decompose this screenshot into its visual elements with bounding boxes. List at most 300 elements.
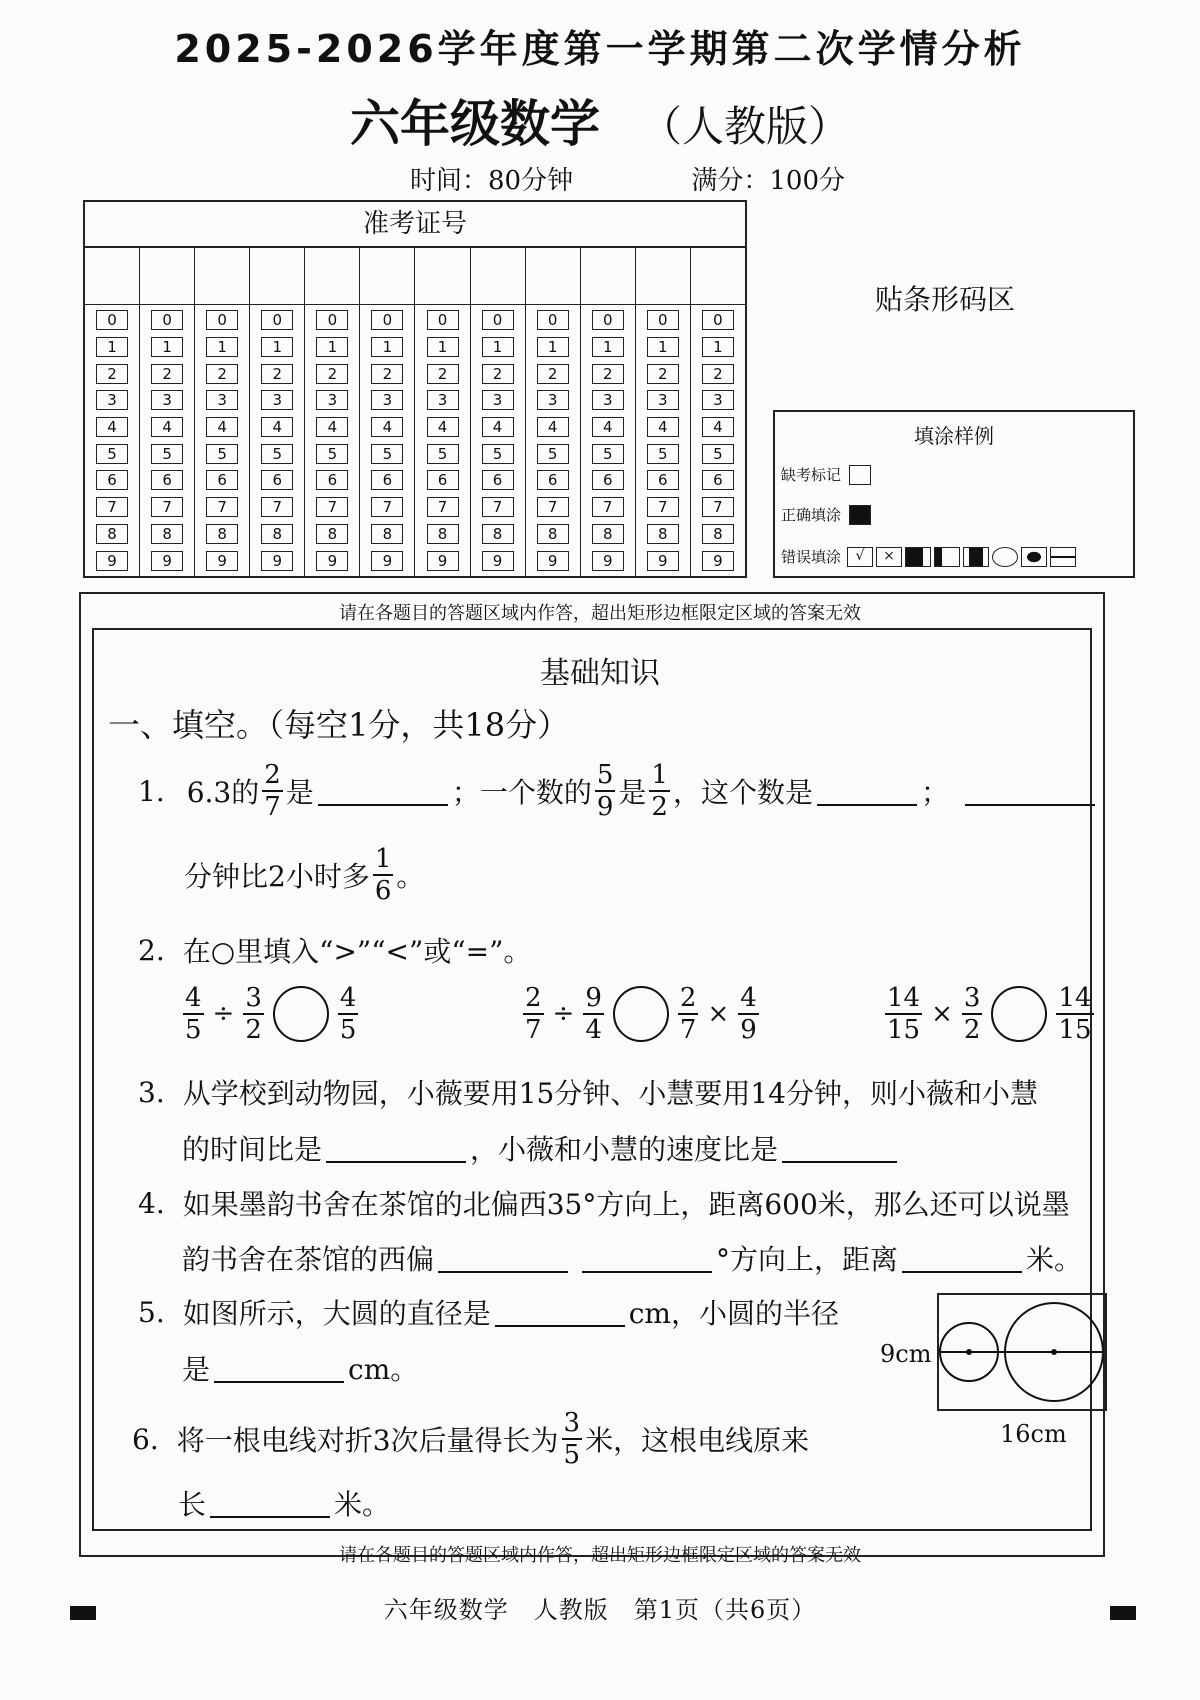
q3-blank-2[interactable] — [782, 1133, 897, 1163]
q2-e2-cn: 2 — [679, 983, 697, 1013]
exam-id-digit-bubble[interactable]: 2 — [371, 364, 403, 384]
q3-text-2b: ，小薇和小慧的速度比是 — [470, 1133, 779, 1166]
edition: （人教版） — [639, 102, 850, 151]
q4-text-2a: 韵书舍在茶馆的西偏 — [182, 1243, 435, 1276]
circles-diagram — [939, 1295, 1105, 1409]
exam-id-digit-bubble[interactable]: 2 — [482, 364, 514, 384]
exam-id-digit-bubble[interactable]: 1 — [206, 337, 238, 357]
exam-id-write-cell[interactable] — [360, 248, 414, 305]
exam-id-digit-bubble[interactable]: 6 — [151, 470, 183, 490]
exam-id-digit-list — [691, 305, 745, 578]
exam-id-digit-bubble[interactable]: 3 — [371, 390, 403, 410]
question-3-line-2 — [182, 1128, 901, 1168]
exam-id-digit-bubble[interactable]: 7 — [371, 497, 403, 517]
exam-id-digit-bubble[interactable]: 0 — [316, 310, 348, 330]
exam-id-digit-bubble[interactable]: 1 — [592, 337, 624, 357]
q1-fraction-1 — [262, 762, 283, 820]
q2-e3-frac-a — [885, 985, 922, 1043]
q6-frac-num: 3 — [563, 1408, 581, 1438]
part-title: 一、填空。（每空1分，共18分） — [108, 706, 570, 744]
exam-id-digit-bubble[interactable]: 3 — [702, 390, 734, 410]
q1-f2-den: 9 — [596, 792, 614, 822]
exam-id-digit-bubble[interactable]: 8 — [647, 524, 679, 544]
exam-id-digit-bubble[interactable]: 3 — [482, 390, 514, 410]
wrong-fill-example: × — [876, 547, 902, 567]
exam-id-digit-bubble[interactable]: 9 — [702, 551, 734, 571]
exam-id-digit-bubble[interactable]: 0 — [592, 310, 624, 330]
q2-e3-cd: 15 — [1058, 1015, 1092, 1045]
exam-id-digit-bubble[interactable]: 6 — [206, 470, 238, 490]
exam-id-digit-bubble[interactable]: 0 — [261, 310, 293, 330]
exam-id-digit-bubble[interactable]: 7 — [206, 497, 238, 517]
exam-full-score: 满分：100分 — [691, 166, 845, 196]
notice-bottom: 请在各题目的答题区域内作答，超出矩形边框限定区域的答案无效 — [339, 1545, 861, 1566]
q1-f4-den: 6 — [374, 876, 392, 906]
q6-fraction — [562, 1410, 583, 1468]
q3-blank-1[interactable] — [326, 1133, 466, 1163]
exam-id-digit-bubble[interactable]: 9 — [482, 551, 514, 571]
exam-id-digit-bubble[interactable]: 1 — [96, 337, 128, 357]
q1-fraction-4 — [373, 846, 394, 904]
absent-mark-box[interactable] — [849, 465, 871, 485]
exam-id-digit-bubble[interactable]: 8 — [261, 524, 293, 544]
exam-id-column — [581, 248, 636, 578]
figure-width-label: 16cm — [1000, 1420, 1067, 1448]
exam-id-digit-bubble[interactable]: 4 — [647, 417, 679, 437]
q5-number: 5. — [138, 1295, 165, 1329]
q2-e2-cd: 7 — [679, 1015, 697, 1045]
q2-e2-bn: 9 — [585, 983, 602, 1013]
exam-id-column — [636, 248, 691, 578]
correct-fill-box — [849, 505, 871, 525]
exam-id-digit-bubble[interactable]: 2 — [592, 364, 624, 384]
exam-id-digit-list — [195, 305, 249, 578]
question-2-line-1 — [138, 930, 531, 970]
correct-fill-row — [781, 504, 871, 525]
exam-id-digit-bubble[interactable]: 7 — [316, 497, 348, 517]
q4-text-2b: °方向上，距离 — [716, 1243, 899, 1276]
exam-id-digit-bubble[interactable]: 6 — [371, 470, 403, 490]
exam-id-digit-bubble[interactable]: 6 — [537, 470, 569, 490]
exam-id-digit-bubble[interactable]: 0 — [96, 310, 128, 330]
exam-id-digit-bubble[interactable]: 1 — [647, 337, 679, 357]
q1-f4-num: 1 — [374, 844, 392, 874]
q1-text-a: 6.3的 — [186, 776, 260, 809]
exam-id-digit-bubble[interactable]: 7 — [702, 497, 734, 517]
exam-id-column — [250, 248, 305, 578]
exam-id-digit-bubble[interactable]: 9 — [261, 551, 293, 571]
exam-id-digit-bubble[interactable]: 1 — [702, 337, 734, 357]
exam-id-digit-bubble[interactable]: 5 — [647, 444, 679, 464]
q4-text-1: 如果墨韵书舍在茶馆的北偏西35°方向上，距离600米，那么还可以说墨 — [182, 1188, 1070, 1221]
q5-text-1a: 如图所示，大圆的直径是 — [182, 1297, 491, 1330]
exam-id-digit-bubble[interactable]: 1 — [537, 337, 569, 357]
q1-blank-3[interactable] — [965, 776, 1095, 806]
q2-expression-2 — [520, 985, 762, 1043]
exam-id-digit-bubble[interactable]: 3 — [647, 390, 679, 410]
exam-id-digit-bubble[interactable]: 6 — [96, 470, 128, 490]
exam-id-columns — [85, 248, 745, 578]
q2-e2-frac-b — [583, 985, 604, 1043]
exam-id-digit-bubble[interactable]: 5 — [702, 444, 734, 464]
exam-id-column — [140, 248, 195, 578]
q2-e3-frac-b — [962, 985, 983, 1043]
exam-id-digit-bubble[interactable]: 2 — [206, 364, 238, 384]
q4-text-2c: 米。 — [1026, 1243, 1083, 1276]
q1-text-d: 是 — [618, 776, 647, 809]
q1-blank-1[interactable] — [318, 776, 448, 806]
wrong-fill-row — [781, 546, 1079, 567]
exam-id-digit-bubble[interactable]: 9 — [427, 551, 459, 571]
q4-number: 4. — [138, 1186, 165, 1220]
wrong-fill-example — [992, 547, 1018, 567]
exam-id-digit-bubble[interactable]: 5 — [151, 444, 183, 464]
exam-id-digit-bubble[interactable]: 8 — [482, 524, 514, 544]
exam-id-digit-bubble[interactable]: 8 — [592, 524, 624, 544]
question-1-line-2 — [184, 846, 424, 904]
q2-e1-bn: 3 — [245, 983, 262, 1013]
question-1-line-1 — [138, 762, 1099, 820]
exam-id-digit-bubble[interactable]: 0 — [537, 310, 569, 330]
exam-id-digit-list — [85, 305, 139, 578]
q1-f1-den: 7 — [264, 792, 281, 822]
q4-blank-2[interactable] — [582, 1243, 712, 1273]
exam-id-write-cell[interactable] — [415, 248, 469, 305]
exam-id-digit-bubble[interactable]: 5 — [96, 444, 128, 464]
fill-sample-title: 填涂样例 — [914, 424, 994, 448]
exam-id-digit-bubble[interactable]: 4 — [151, 417, 183, 437]
exam-id-write-cell[interactable] — [250, 248, 304, 305]
exam-id-digit-bubble[interactable]: 8 — [96, 524, 128, 544]
exam-id-label: 准考证号 — [85, 202, 745, 248]
q1-blank-2[interactable] — [817, 776, 917, 806]
exam-id-digit-bubble[interactable]: 2 — [151, 364, 183, 384]
question-5-line-2 — [182, 1348, 418, 1388]
exam-id-digit-bubble[interactable]: 7 — [537, 497, 569, 517]
q1-text-f: ； — [920, 776, 949, 809]
page-footer: 六年级数学 人教版 第1页（共6页） — [383, 1596, 817, 1624]
exam-id-digit-bubble[interactable]: 2 — [261, 364, 293, 384]
q2-e1-frac-c — [338, 985, 359, 1043]
q1-text-e: ，这个数是 — [672, 776, 813, 809]
wrong-fill-example — [1050, 547, 1076, 567]
exam-id-column — [526, 248, 581, 578]
q2-number: 2. — [138, 933, 165, 967]
q2-e1-answer-circle[interactable] — [273, 986, 329, 1042]
exam-id-digit-bubble[interactable]: 8 — [371, 524, 403, 544]
exam-id-digit-bubble[interactable]: 2 — [96, 364, 128, 384]
q1-fraction-2 — [595, 762, 616, 820]
q3-text-1: 从学校到动物园，小薇要用15分钟、小慧要用14分钟，则小薇和小慧 — [182, 1077, 1038, 1110]
exam-id-digit-bubble[interactable]: 1 — [427, 337, 459, 357]
q1-text-g: 分钟比2小时多 — [184, 860, 370, 893]
q6-text-1a: 将一根电线对折3次后量得长为 — [176, 1424, 559, 1457]
exam-id-column — [85, 248, 140, 578]
exam-id-digit-bubble[interactable]: 3 — [316, 390, 348, 410]
wrong-fill-examples — [847, 547, 1079, 567]
q2-e2-frac-a — [523, 985, 544, 1043]
q2-e3-bd: 2 — [963, 1015, 981, 1045]
q5-blank-1[interactable] — [495, 1297, 625, 1327]
exam-id-digit-bubble[interactable]: 3 — [206, 390, 238, 410]
q2-text: 在○里填入“>”“<”或“=”。 — [182, 935, 532, 968]
absent-mark-label: 缺考标记 — [781, 466, 842, 484]
q1-f1-num: 2 — [264, 760, 281, 790]
exam-id-column — [195, 248, 250, 578]
exam-id-digit-bubble[interactable]: 1 — [482, 337, 514, 357]
exam-id-digit-bubble[interactable]: 4 — [702, 417, 734, 437]
q4-blank-1[interactable] — [438, 1243, 568, 1273]
q2-e2-an: 2 — [525, 983, 542, 1013]
q4-blank-3[interactable] — [902, 1243, 1022, 1273]
exam-id-digit-bubble[interactable]: 8 — [206, 524, 238, 544]
q2-e1-cd: 5 — [339, 1015, 357, 1045]
exam-id-digit-bubble[interactable]: 5 — [537, 444, 569, 464]
exam-id-digit-bubble[interactable]: 9 — [592, 551, 624, 571]
exam-id-digit-bubble[interactable]: 5 — [261, 444, 293, 464]
q2-e1-frac-a — [183, 985, 204, 1043]
exam-id-digit-bubble[interactable]: 7 — [647, 497, 679, 517]
exam-id-digit-bubble[interactable]: 1 — [261, 337, 293, 357]
q2-e2-op: ÷ — [552, 999, 575, 1029]
exam-id-digit-list — [581, 305, 635, 578]
q2-e1-an: 4 — [185, 983, 202, 1013]
q5-text-2a: 是 — [182, 1353, 211, 1386]
q2-e3-cn: 14 — [1058, 983, 1092, 1013]
q2-expression-3 — [882, 985, 1097, 1043]
exam-id-digit-bubble[interactable]: 4 — [96, 417, 128, 437]
q2-e2-op2: × — [707, 999, 730, 1029]
exam-id-digit-bubble[interactable]: 0 — [371, 310, 403, 330]
q2-e1-cn: 4 — [339, 983, 357, 1013]
exam-id-digit-bubble[interactable]: 8 — [151, 524, 183, 544]
exam-id-digit-bubble[interactable]: 6 — [482, 470, 514, 490]
exam-id-digit-bubble[interactable]: 5 — [206, 444, 238, 464]
exam-id-digit-bubble[interactable]: 3 — [592, 390, 624, 410]
q2-e3-op: × — [931, 999, 953, 1029]
exam-id-column — [471, 248, 526, 578]
exam-id-digit-bubble[interactable]: 6 — [427, 470, 459, 490]
exam-id-digit-bubble[interactable]: 0 — [206, 310, 238, 330]
q2-e1-op: ÷ — [212, 999, 235, 1029]
q1-number: 1. — [138, 774, 165, 808]
exam-id-write-cell[interactable] — [85, 248, 139, 305]
question-4-line-2 — [182, 1238, 1082, 1278]
exam-id-digit-bubble[interactable]: 9 — [151, 551, 183, 571]
exam-id-digit-bubble[interactable]: 2 — [316, 364, 348, 384]
exam-id-digit-bubble[interactable]: 4 — [371, 417, 403, 437]
exam-id-digit-bubble[interactable]: 9 — [371, 551, 403, 571]
question-6-line-1 — [132, 1410, 809, 1468]
question-3-line-1 — [138, 1072, 1038, 1112]
q2-expression-1 — [180, 985, 361, 1043]
q1-fraction-3 — [649, 762, 670, 820]
q1-f2-num: 5 — [596, 760, 614, 790]
question-4-line-1 — [138, 1183, 1070, 1223]
exam-id-digit-bubble[interactable]: 4 — [537, 417, 569, 437]
exam-id-digit-bubble[interactable]: 6 — [647, 470, 679, 490]
exam-id-digit-bubble[interactable]: 2 — [537, 364, 569, 384]
q2-e1-ad: 5 — [185, 1015, 202, 1045]
exam-id-digit-bubble[interactable]: 4 — [316, 417, 348, 437]
exam-id-digit-bubble[interactable]: 7 — [151, 497, 183, 517]
q6-blank-1[interactable] — [210, 1488, 330, 1518]
q6-text-2b: 米。 — [334, 1488, 391, 1521]
exam-time: 时间：80分钟 — [410, 166, 574, 196]
exam-id-write-cell[interactable] — [636, 248, 690, 305]
q2-e1-frac-b — [243, 985, 264, 1043]
q2-e2-frac-d — [738, 985, 759, 1043]
exam-id-write-cell[interactable] — [305, 248, 359, 305]
exam-subject — [0, 84, 1200, 156]
exam-id-digit-bubble[interactable]: 4 — [427, 417, 459, 437]
exam-id-digit-bubble[interactable]: 8 — [537, 524, 569, 544]
circle-figure — [937, 1293, 1107, 1411]
exam-id-column — [360, 248, 415, 578]
exam-id-digit-list — [415, 305, 469, 578]
q2-e2-bd: 4 — [585, 1015, 602, 1045]
q1-text-c: ；一个数的 — [451, 776, 592, 809]
exam-id-write-cell[interactable] — [471, 248, 525, 305]
exam-id-digit-bubble[interactable]: 3 — [151, 390, 183, 410]
subject-name: 六年级数学 — [349, 94, 600, 153]
exam-id-digit-bubble[interactable]: 8 — [427, 524, 459, 544]
q2-e3-answer-circle[interactable] — [991, 986, 1047, 1042]
q1-f3-den: 2 — [651, 792, 668, 822]
exam-id-digit-bubble[interactable]: 5 — [316, 444, 348, 464]
exam-id-column — [691, 248, 745, 578]
exam-id-digit-bubble[interactable]: 1 — [371, 337, 403, 357]
q2-e3-frac-c — [1056, 985, 1093, 1043]
wrong-fill-example — [1021, 547, 1047, 567]
exam-id-digit-bubble[interactable]: 9 — [647, 551, 679, 571]
q1-f3-num: 1 — [651, 760, 668, 790]
exam-id-digit-bubble[interactable]: 1 — [151, 337, 183, 357]
exam-id-digit-bubble[interactable]: 7 — [96, 497, 128, 517]
exam-id-digit-bubble[interactable]: 4 — [482, 417, 514, 437]
exam-id-digit-bubble[interactable]: 0 — [647, 310, 679, 330]
exam-id-digit-bubble[interactable]: 0 — [427, 310, 459, 330]
exam-id-digit-bubble[interactable]: 5 — [592, 444, 624, 464]
figure-height-label: 9cm — [880, 1340, 932, 1368]
section-title: 基础知识 — [540, 656, 660, 691]
q2-e2-dn: 4 — [740, 983, 757, 1013]
q2-e2-ad: 7 — [525, 1015, 542, 1045]
exam-id-digit-bubble[interactable]: 2 — [427, 364, 459, 384]
exam-id-digit-bubble[interactable]: 0 — [151, 310, 183, 330]
q6-text-1b: 米，这根电线原来 — [585, 1424, 810, 1457]
wrong-fill-label: 错误填涂 — [781, 548, 842, 566]
exam-id-write-cell[interactable] — [526, 248, 580, 305]
exam-id-digit-bubble[interactable]: 3 — [261, 390, 293, 410]
q3-text-2a: 的时间比是 — [182, 1133, 323, 1166]
exam-id-digit-bubble[interactable]: 8 — [702, 524, 734, 544]
exam-id-digit-bubble[interactable]: 3 — [96, 390, 128, 410]
q2-e2-dd: 9 — [740, 1015, 757, 1045]
exam-id-digit-bubble[interactable]: 0 — [482, 310, 514, 330]
question-6-line-2 — [178, 1483, 390, 1523]
exam-id-digit-bubble[interactable]: 5 — [371, 444, 403, 464]
exam-id-digit-list — [636, 305, 690, 578]
q2-e2-answer-circle[interactable] — [613, 986, 669, 1042]
barcode-area: 贴条形码区 — [875, 283, 1016, 316]
exam-id-digit-bubble[interactable]: 9 — [316, 551, 348, 571]
exam-id-digit-bubble[interactable]: 4 — [592, 417, 624, 437]
exam-id-digit-bubble[interactable]: 6 — [261, 470, 293, 490]
wrong-fill-example: √ — [847, 547, 873, 567]
exam-id-digit-bubble[interactable]: 3 — [537, 390, 569, 410]
exam-id-digit-bubble[interactable]: 3 — [427, 390, 459, 410]
q6-frac-den: 5 — [563, 1440, 581, 1470]
wrong-fill-example — [963, 547, 989, 567]
q5-text-1b: cm，小圆的半径 — [628, 1297, 839, 1330]
exam-id-digit-bubble[interactable]: 6 — [592, 470, 624, 490]
exam-id-digit-bubble[interactable]: 7 — [482, 497, 514, 517]
q5-text-2b: cm。 — [348, 1353, 419, 1386]
exam-id-digit-bubble[interactable]: 5 — [427, 444, 459, 464]
wrong-fill-example — [905, 547, 931, 567]
exam-id-digit-bubble[interactable]: 6 — [702, 470, 734, 490]
q2-e3-an: 14 — [887, 983, 921, 1013]
q6-number: 6. — [132, 1422, 159, 1456]
q6-text-2a: 长 — [178, 1488, 207, 1521]
exam-id-digit-bubble[interactable]: 9 — [537, 551, 569, 571]
exam-id-column — [305, 248, 360, 578]
wrong-fill-example — [934, 547, 960, 567]
exam-id-write-cell[interactable] — [691, 248, 745, 305]
exam-title: 2025-2026学年度第一学期第二次学情分析 — [174, 27, 1026, 71]
fill-sample — [773, 410, 1135, 578]
exam-id-digit-bubble[interactable]: 9 — [206, 551, 238, 571]
exam-id-digit-list — [360, 305, 414, 578]
exam-id-digit-list — [471, 305, 525, 578]
exam-id-digit-bubble[interactable]: 6 — [316, 470, 348, 490]
exam-id-digit-bubble[interactable]: 8 — [316, 524, 348, 544]
exam-id-digit-list — [305, 305, 359, 578]
exam-id-digit-bubble[interactable]: 4 — [261, 417, 293, 437]
exam-id-digit-list — [140, 305, 194, 578]
exam-id-write-cell[interactable] — [195, 248, 249, 305]
q2-e2-frac-c — [678, 985, 699, 1043]
q2-e3-bn: 3 — [963, 983, 981, 1013]
exam-id-write-cell[interactable] — [581, 248, 635, 305]
exam-id-column — [415, 248, 470, 578]
q5-blank-2[interactable] — [214, 1353, 344, 1383]
exam-id-digit-bubble[interactable]: 2 — [647, 364, 679, 384]
q3-number: 3. — [138, 1075, 165, 1109]
exam-id-digit-bubble[interactable]: 5 — [482, 444, 514, 464]
exam-id-digit-bubble[interactable]: 4 — [206, 417, 238, 437]
q2-e1-bd: 2 — [245, 1015, 262, 1045]
exam-id-digit-list — [250, 305, 304, 578]
exam-id-digit-bubble[interactable]: 9 — [96, 551, 128, 571]
registration-mark-right — [1110, 1606, 1136, 1620]
exam-id-digit-bubble[interactable]: 0 — [702, 310, 734, 330]
exam-id-grid — [83, 200, 747, 578]
exam-id-write-cell[interactable] — [140, 248, 194, 305]
exam-id-digit-bubble[interactable]: 1 — [316, 337, 348, 357]
exam-id-digit-bubble[interactable]: 7 — [427, 497, 459, 517]
q2-e3-ad: 15 — [887, 1015, 921, 1045]
exam-id-digit-bubble[interactable]: 2 — [702, 364, 734, 384]
correct-fill-label: 正确填涂 — [781, 506, 842, 524]
exam-id-digit-list — [526, 305, 580, 578]
exam-id-digit-bubble[interactable]: 7 — [592, 497, 624, 517]
exam-meta — [410, 160, 955, 197]
absent-mark-row — [781, 464, 871, 485]
exam-id-digit-bubble[interactable]: 7 — [261, 497, 293, 517]
question-5-line-1 — [138, 1292, 839, 1332]
